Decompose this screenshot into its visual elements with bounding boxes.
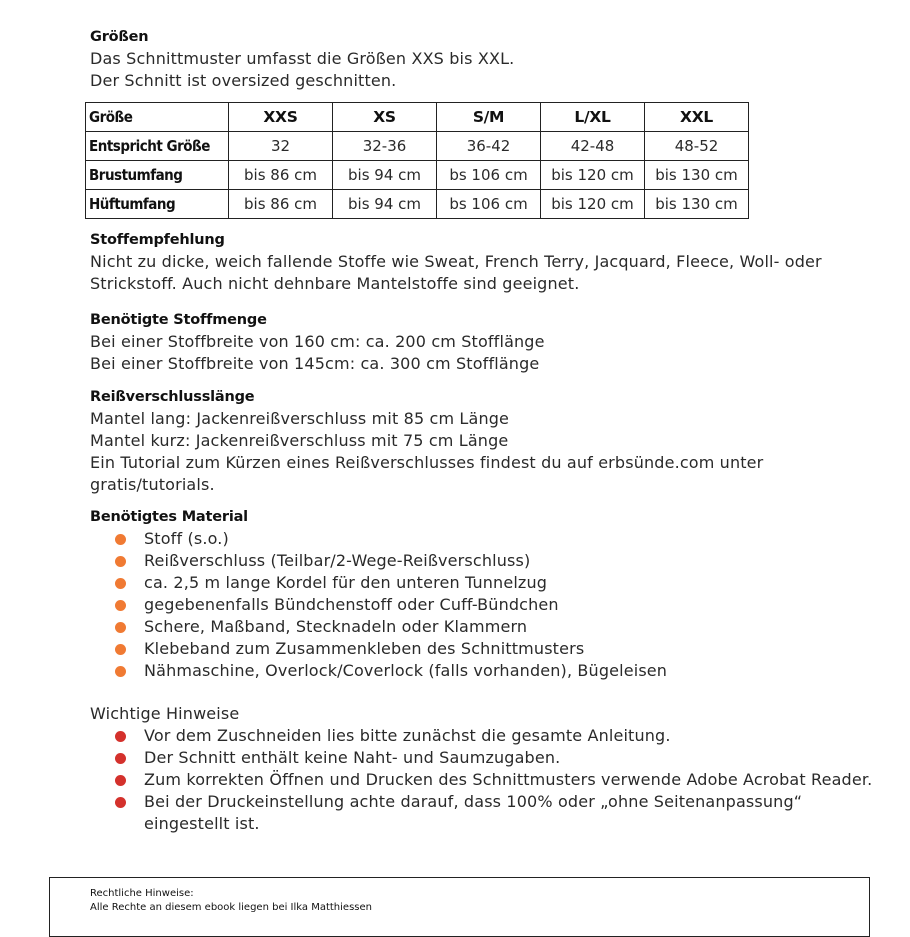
legal-heading: Rechtliche Hinweise: — [90, 888, 194, 899]
zipper-line-4: gratis/tutorials. — [90, 475, 215, 494]
list-item-text: Klebeband zum Zusammenkleben des Schnittmusters — [144, 639, 585, 658]
material-list — [90, 528, 880, 682]
table-cell: bs 106 cm — [437, 190, 541, 219]
table-cell: 48-52 — [645, 132, 749, 161]
notes-section — [90, 703, 880, 835]
fabric-section — [90, 229, 880, 295]
table-row-label: Hüftumfang — [86, 190, 229, 219]
sizes-section — [90, 26, 880, 92]
bullet-dot-icon — [115, 600, 126, 611]
table-cell: 42-48 — [541, 132, 645, 161]
list-item — [90, 528, 880, 550]
fabric-amount-line-1: Bei einer Stoffbreite von 160 cm: ca. 200 cm Stofflänge — [90, 332, 545, 351]
notes-list — [90, 725, 880, 835]
zipper-section — [90, 386, 880, 496]
fabric-line-2: Strickstoff. Auch nicht dehnbare Mantelstoffe sind geeignet. — [90, 274, 580, 293]
list-item — [90, 725, 880, 747]
size-table-header-row — [86, 103, 749, 132]
list-item — [90, 594, 880, 616]
legal-notice-box — [49, 877, 870, 937]
table-header-cell: L/XL — [541, 103, 645, 132]
list-item — [90, 791, 880, 835]
size-table — [85, 102, 749, 219]
list-item-text: Vor dem Zuschneiden lies bitte zunächst die gesamte Anleitung. — [144, 726, 671, 745]
fabric-amount-section — [90, 309, 880, 375]
list-item-text: gegebenenfalls Bündchenstoff oder Cuff-Bündchen — [144, 595, 559, 614]
bullet-dot-icon — [115, 644, 126, 655]
list-item — [90, 550, 880, 572]
fabric-amount-line-2: Bei einer Stoffbreite von 145cm: ca. 300 cm Stofflänge — [90, 354, 540, 373]
table-header-cell: Größe — [86, 103, 229, 132]
zipper-line-2: Mantel kurz: Jackenreißverschluss mit 75 cm Länge — [90, 431, 509, 450]
sizes-line-2: Der Schnitt ist oversized geschnitten. — [90, 71, 397, 90]
table-row-label: Brustumfang — [86, 161, 229, 190]
table-cell: bis 94 cm — [333, 161, 437, 190]
sizes-line-1: Das Schnittmuster umfasst die Größen XXS bis XXL. — [90, 49, 515, 68]
list-item — [90, 616, 880, 638]
bullet-dot-icon — [115, 666, 126, 677]
bullet-dot-icon — [115, 731, 126, 742]
list-item-text-continued: eingestellt ist. — [144, 814, 260, 833]
list-item — [90, 638, 880, 660]
list-item — [90, 572, 880, 594]
list-item — [90, 660, 880, 682]
table-header-cell: XXS — [229, 103, 333, 132]
sizes-heading: Größen — [90, 29, 149, 45]
bullet-dot-icon — [115, 797, 126, 808]
fabric-amount-heading: Benötigte Stoffmenge — [90, 312, 267, 328]
list-item-text: Reißverschluss (Teilbar/2-Wege-Reißverschluss) — [144, 551, 531, 570]
list-item — [90, 747, 880, 769]
legal-copyright: Alle Rechte an diesem ebook liegen bei Ilka Matthiessen — [90, 902, 372, 913]
table-cell: bis 130 cm — [645, 190, 749, 219]
material-section — [90, 506, 880, 682]
table-cell: 32-36 — [333, 132, 437, 161]
list-item-text: Nähmaschine, Overlock/Coverlock (falls vorhanden), Bügeleisen — [144, 661, 668, 680]
table-header-cell: XS — [333, 103, 437, 132]
table-cell: 36-42 — [437, 132, 541, 161]
list-item-text: Der Schnitt enthält keine Naht- und Saumzugaben. — [144, 748, 561, 767]
table-row — [86, 161, 749, 190]
bullet-dot-icon — [115, 534, 126, 545]
document-page — [90, 26, 880, 835]
table-cell: bis 130 cm — [645, 161, 749, 190]
table-row — [86, 190, 749, 219]
bullet-dot-icon — [115, 578, 126, 589]
table-header-cell: S/M — [437, 103, 541, 132]
list-item — [90, 769, 880, 791]
table-cell: bis 120 cm — [541, 190, 645, 219]
table-cell: bis 94 cm — [333, 190, 437, 219]
table-cell: bis 120 cm — [541, 161, 645, 190]
list-item-text: Bei der Druckeinstellung achte darauf, dass 100% oder „ohne Seitenanpassung“ — [144, 792, 803, 811]
table-cell: bs 106 cm — [437, 161, 541, 190]
list-item-text: Stoff (s.o.) — [144, 529, 229, 548]
table-cell: bis 86 cm — [229, 190, 333, 219]
bullet-dot-icon — [115, 753, 126, 764]
list-item-text: Schere, Maßband, Stecknadeln oder Klammern — [144, 617, 528, 636]
zipper-line-1: Mantel lang: Jackenreißverschluss mit 85 cm Länge — [90, 409, 510, 428]
bullet-dot-icon — [115, 622, 126, 633]
bullet-dot-icon — [115, 556, 126, 567]
fabric-heading: Stoffempfehlung — [90, 232, 225, 248]
notes-heading: Wichtige Hinweise — [90, 704, 240, 723]
zipper-heading: Reißverschlusslänge — [90, 389, 255, 405]
list-item-text: ca. 2,5 m lange Kordel für den unteren Tunnelzug — [144, 573, 548, 592]
table-row-label: Entspricht Größe — [86, 132, 229, 161]
table-cell: 32 — [229, 132, 333, 161]
material-heading: Benötigtes Material — [90, 509, 248, 525]
bullet-dot-icon — [115, 775, 126, 786]
table-cell: bis 86 cm — [229, 161, 333, 190]
zipper-line-3: Ein Tutorial zum Kürzen eines Reißverschlusses findest du auf erbsünde.com unter — [90, 453, 764, 472]
table-header-cell: XXL — [645, 103, 749, 132]
list-item-text: Zum korrekten Öffnen und Drucken des Schnittmusters verwende Adobe Acrobat Reader. — [144, 770, 873, 789]
fabric-line-1: Nicht zu dicke, weich fallende Stoffe wie Sweat, French Terry, Jacquard, Fleece, Woll- oder — [90, 252, 822, 271]
table-row — [86, 132, 749, 161]
